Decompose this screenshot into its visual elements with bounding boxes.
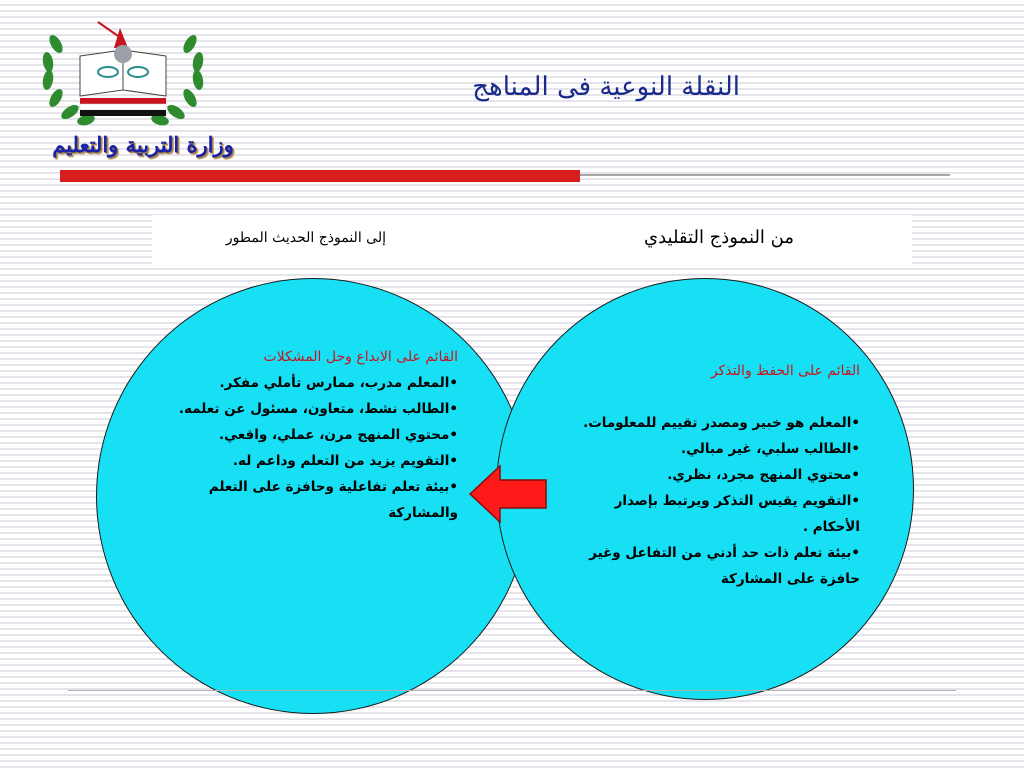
modern-model-text: [178, 344, 458, 526]
accent-red-bar: [60, 170, 580, 182]
list-item: •المعلم هو خبير ومصدر تقييم للمعلومات.: [583, 415, 860, 431]
arrow-left-icon: [466, 462, 550, 526]
list-item: •محتوي المنهج مرن، عملي، واقعي.: [218, 427, 458, 443]
list-item: •الطالب نشط، متعاون، مسئول عن تعلمه.: [178, 401, 458, 417]
list-item: •بيئة تعلم تفاعلية وحافزة على التعلم والمشاركة: [208, 479, 458, 521]
modern-model-heading: القائم على الابداع وحل المشكلات: [263, 349, 458, 365]
slide-title: النقلة النوعية فى المناهج: [472, 72, 740, 102]
accent-gray-line: [580, 174, 950, 176]
list-item: •التقويم يزيد من التعلم وداعم له.: [232, 453, 458, 469]
logo-text: وزارة التربية والتعليم: [52, 132, 234, 157]
ministry-logo: [28, 14, 234, 174]
ministry-emblem-icon: [28, 14, 218, 144]
traditional-model-heading: القائم على الحفظ والتذكر: [710, 363, 860, 379]
traditional-model-text: [578, 358, 860, 592]
header-modern-model: إلى النموذج الحديث المطور: [225, 230, 386, 246]
list-item: •بيئة تعلم ذات حد أدني من التفاعل وغير حافزة على المشاركة: [589, 545, 860, 587]
list-item: •الطالب سلبي، غير مبالي.: [680, 441, 860, 457]
list-item: •المعلم مدرب، ممارس تأملي مفكر.: [219, 375, 458, 391]
list-item: •التقويم يقيس التذكر ويرتبط بإصدار الأحكام .: [614, 493, 860, 535]
header-traditional-model: من النموذج التقليدي: [644, 227, 794, 248]
footer-line: [68, 690, 956, 691]
list-item: •محتوي المنهج مجرد، نظري.: [667, 467, 860, 483]
